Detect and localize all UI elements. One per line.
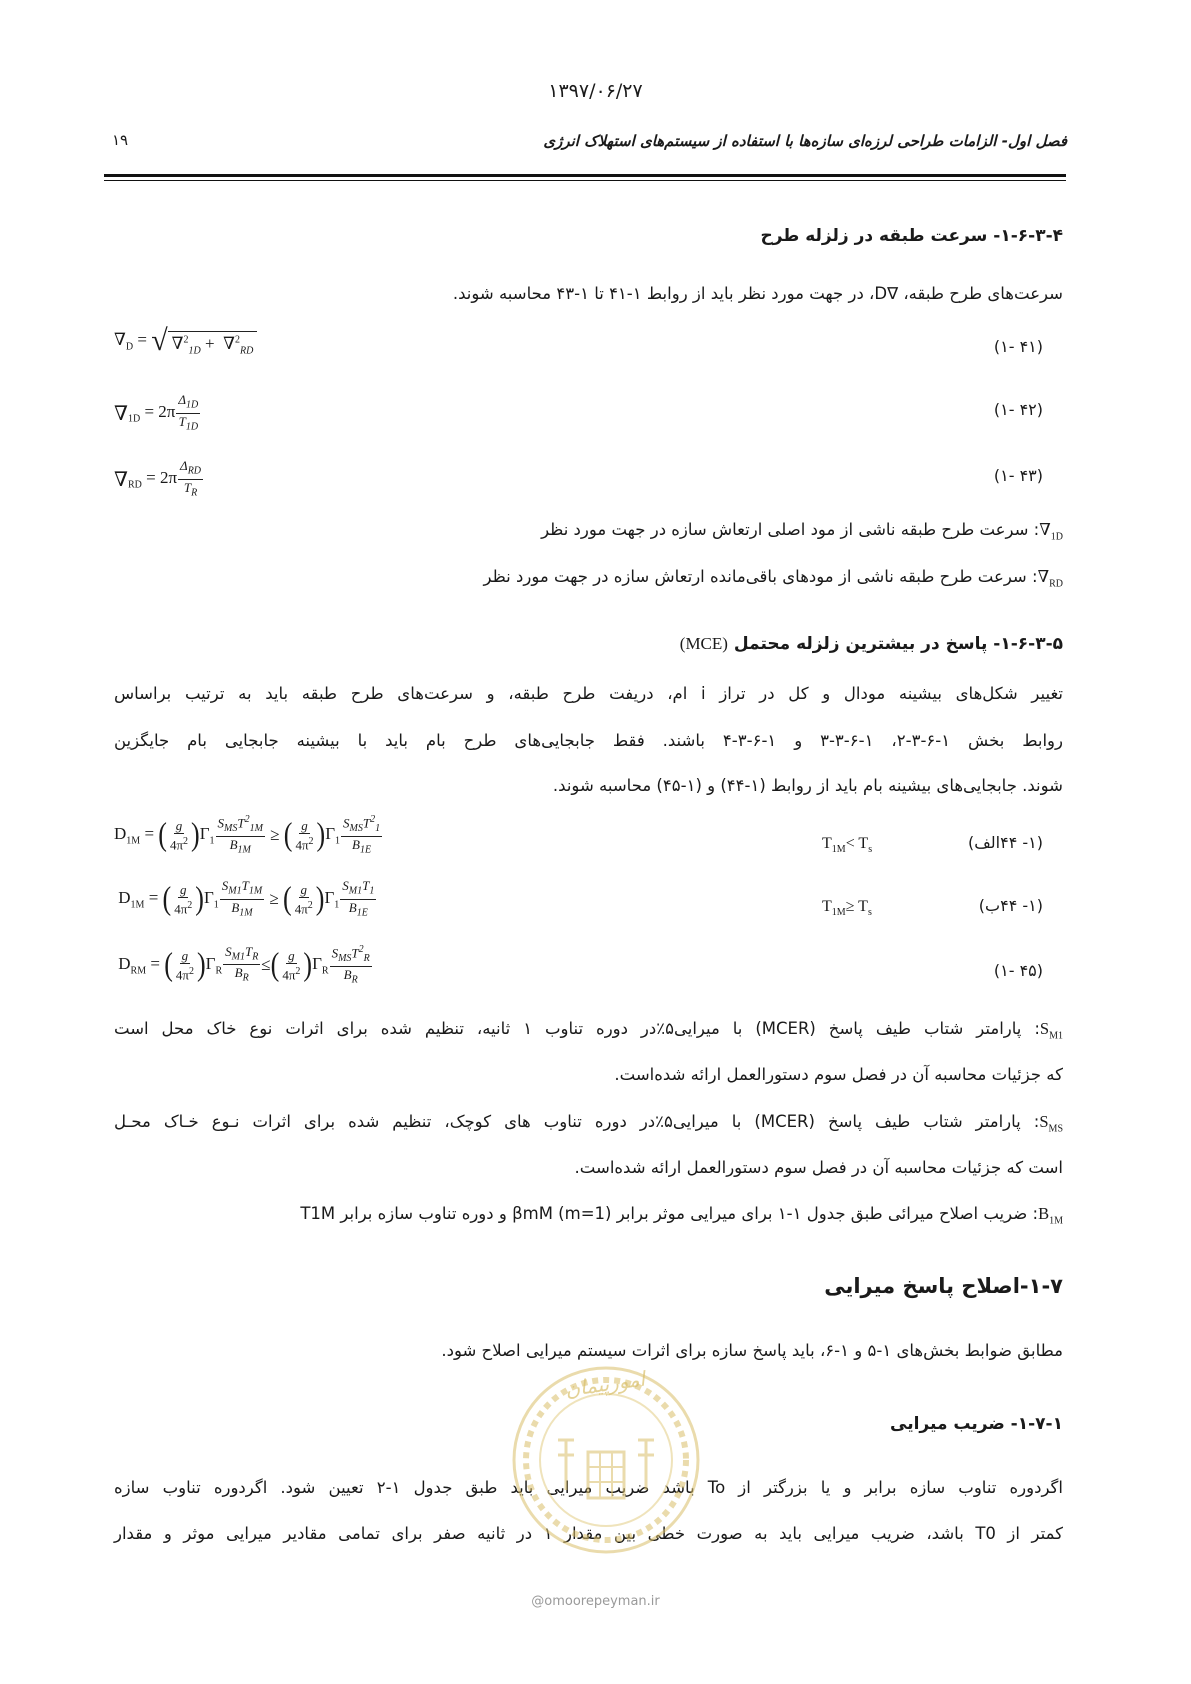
- header-rule-thin: [104, 180, 1066, 181]
- header-rule-thick: [104, 174, 1066, 177]
- equation-44a-number: (۱- ۴۴الف): [967, 833, 1043, 852]
- equation-43-number: (۱- ۴۳): [993, 466, 1043, 485]
- definition-sms-text: پارامتر شتاب طیف پاسخ (MCER) با میرایی۵٪در دوره تناوب های کوچک، تنظیم شده برای اثرات نـوع خـاک محـل: [114, 1112, 1021, 1131]
- equation-44b-condition: $T_{1M}\ge T_s$: [822, 898, 872, 919]
- definition-sm1-line-1: $S_{M1}$: پارامتر شتاب طیف پاسخ (MCER) با میرایی۵٪در دوره تناوب ۱ ثانیه، تنظیم شده برای اثرات نوع خاک محل است: [114, 1019, 1063, 1042]
- page-number: ۱۹: [112, 131, 129, 149]
- definition-vrd-text: : سرعت طرح طبقه ناشی از مودهای باقی‌مانده ارتعاش سازه در جهت مورد نظر: [483, 567, 1038, 586]
- definition-v1d: $\nabla_{1D}$: سرعت طرح طبقه ناشی از مود اصلی ارتعاش سازه در جهت مورد نظر: [541, 520, 1063, 543]
- definition-vrd: $\nabla_{RD}$: سرعت طرح طبقه ناشی از مودهای باقی‌مانده ارتعاش سازه در جهت مورد نظر: [483, 567, 1063, 590]
- section-heading-damping-response: ۱-۷-اصلاح پاسخ میرایی: [824, 1274, 1063, 1298]
- equation-45: $D_{RM}$ = ( $\frac{g}{4\pi^2}$ ) $\Gamma_R$ $\frac{S_{M1}T_R}{B_R}$ ≤ ( $\frac{g}{4\pi^2}$ ) $\Gamma_R$ $\frac{S_{MS}T^2_R}{B_R}$: [114, 943, 370, 986]
- definition-v1d-text: : سرعت طرح طبقه ناشی از مود اصلی ارتعاش سازه در جهت مورد نظر: [541, 520, 1040, 539]
- section-heading-damping-coefficient: ۱-۷-۱- ضریب میرایی: [890, 1414, 1063, 1434]
- equation-44a-condition: $T_{1M}< T_s$: [822, 835, 873, 856]
- equation-44b: $D_{1M}$ = ( $\frac{g}{4\pi^2}$ ) $\Gamma_1$ $\frac{S_{M1}T_{1M}}{B_{1M}}$ ≥ ( $\frac{g}{4\pi^2}$ ) $\Gamma_1$ $\frac{S_{M1}T_1}{B_{1E}}$: [114, 878, 375, 919]
- section-heading-story-velocity: ۱-۶-۳-۴- سرعت طبقه در زلزله طرح: [760, 226, 1063, 246]
- paragraph-story-velocity-intro: سرعت‌های طرح طبقه، ∇D، در جهت مورد نظر باید از روابط ۱-۴۱ تا ۱-۴۳ محاسبه شوند.: [452, 284, 1063, 303]
- definition-sm1-line-2: که جزئیات محاسبه آن در فصل سوم دستورالعمل ارائه شده‌است.: [614, 1065, 1063, 1084]
- chapter-title: فصل اول- الزامات طراحی لرزه‌ای سازه‌ها با استفاده از سیستم‌های استهلاک انرژی: [543, 132, 1067, 150]
- equation-42-number: (۱- ۴۲): [993, 400, 1043, 419]
- equation-41: $\nabla_D$ = √ ∇$^2_{1D}$ + ∇$^2_{RD}$: [114, 326, 257, 356]
- section-heading-mce-abbr: (MCE): [679, 634, 728, 653]
- section-heading-mce-response: [680, 634, 1063, 654]
- definition-b1m-text: ضریب اصلاح میرائی طبق جدول ۱-۱ برای میرایی موثر برابر (m=1) βmM و دوره تناوب سازه برابر T1M: [300, 1204, 1028, 1223]
- equation-45-number: (۱- ۴۵): [993, 961, 1043, 980]
- equation-43: ∇ $_{RD}$ = 2π $\frac{\Delta_{RD}}{T_R}$: [114, 458, 202, 499]
- equation-42: ∇ $_{1D}$ = 2π $\frac{\Delta_{1D}}{T_{1D}}$: [114, 392, 199, 433]
- paragraph-mce-line-1: تغییر شکل‌های بیشینه مودال و کل در تراز i ام، دریفت طرح طبقه، و سرعت‌های طرح طبقه باید به ترتیب براساس: [114, 684, 1063, 703]
- watermark-url: @omoorepeyman.ir: [531, 1594, 660, 1609]
- equation-44a: $D_{1M}$ = ( $\frac{g}{4\pi^2}$ ) $\Gamma_1$ $\frac{S_{MS}T^2_{1M}}{B_{1M}}$ ≥ ( $\frac{g}{4\pi^2}$ ) $\Gamma_1$ $\frac{S_{MS}T^2_1}{B_{1E}}$: [114, 814, 381, 856]
- paragraph-damping-coefficient-line-2: کمتر از T0 باشد، ضریب میرایی باید به صورت خطی بین مقدار ۱ در ثانیه صفر برای تمامی مقادیر میرایی موثر و مقدار: [114, 1524, 1063, 1543]
- section-heading-mce-text: ۱-۶-۳-۵- پاسخ در بیشترین زلزله محتمل: [733, 634, 1063, 654]
- paragraph-damping-response: مطابق ضوابط بخش‌های ۱-۵ و ۱-۶، باید پاسخ سازه برای اثرات سیستم میرایی اصلاح شود.: [441, 1341, 1063, 1360]
- paragraph-mce-line-2: روابط بخش ۱-۶-۳-۲، ۱-۶-۳-۳ و ۱-۶-۳-۴ باشند. فقط جابجایی‌های طرح بام باید با بیشینه جابجایی بام جایگزین: [114, 731, 1063, 750]
- paragraph-damping-coefficient-line-1: اگردوره تناوب سازه برابر و یا بزرگتر از To باشد ضریب میرایی باید طبق جدول ۱-۲ تعیین شود. اگردوره تناوب سازه: [114, 1478, 1063, 1497]
- paragraph-mce-line-3: شوند. جابجایی‌های بیشینه بام باید از روابط (۱-۴۴) و (۱-۴۵) محاسبه شوند.: [552, 776, 1063, 795]
- document-date: ۱۳۹۷/۰۶/۲۷: [548, 80, 643, 102]
- equation-44b-number: (۱- ۴۴ب): [978, 896, 1043, 915]
- definition-sms-line-1: $S_{MS}$: پارامتر شتاب طیف پاسخ (MCER) با میرایی۵٪در دوره تناوب های کوچک، تنظیم شده برای اثرات نـوع خـاک محـل: [114, 1112, 1063, 1135]
- definition-sms-line-2: است که جزئیات محاسبه آن در فصل سوم دستورالعمل ارائه شده‌است.: [574, 1158, 1063, 1177]
- watermark-logo-text: امورپیمان: [563, 1366, 647, 1402]
- definition-sm1-text: پارامتر شتاب طیف پاسخ (MCER) با میرایی۵٪در دوره تناوب ۱ ثانیه، تنظیم شده برای اثرات نوع خاک محل است: [114, 1019, 1022, 1038]
- equation-41-number: (۱- ۴۱): [993, 337, 1043, 356]
- definition-b1m: $B_{1M}$: ضریب اصلاح میرائی طبق جدول ۱-۱ برای میرایی موثر برابر (m=1) βmM و دوره تناوب سازه برابر T1M: [300, 1204, 1063, 1227]
